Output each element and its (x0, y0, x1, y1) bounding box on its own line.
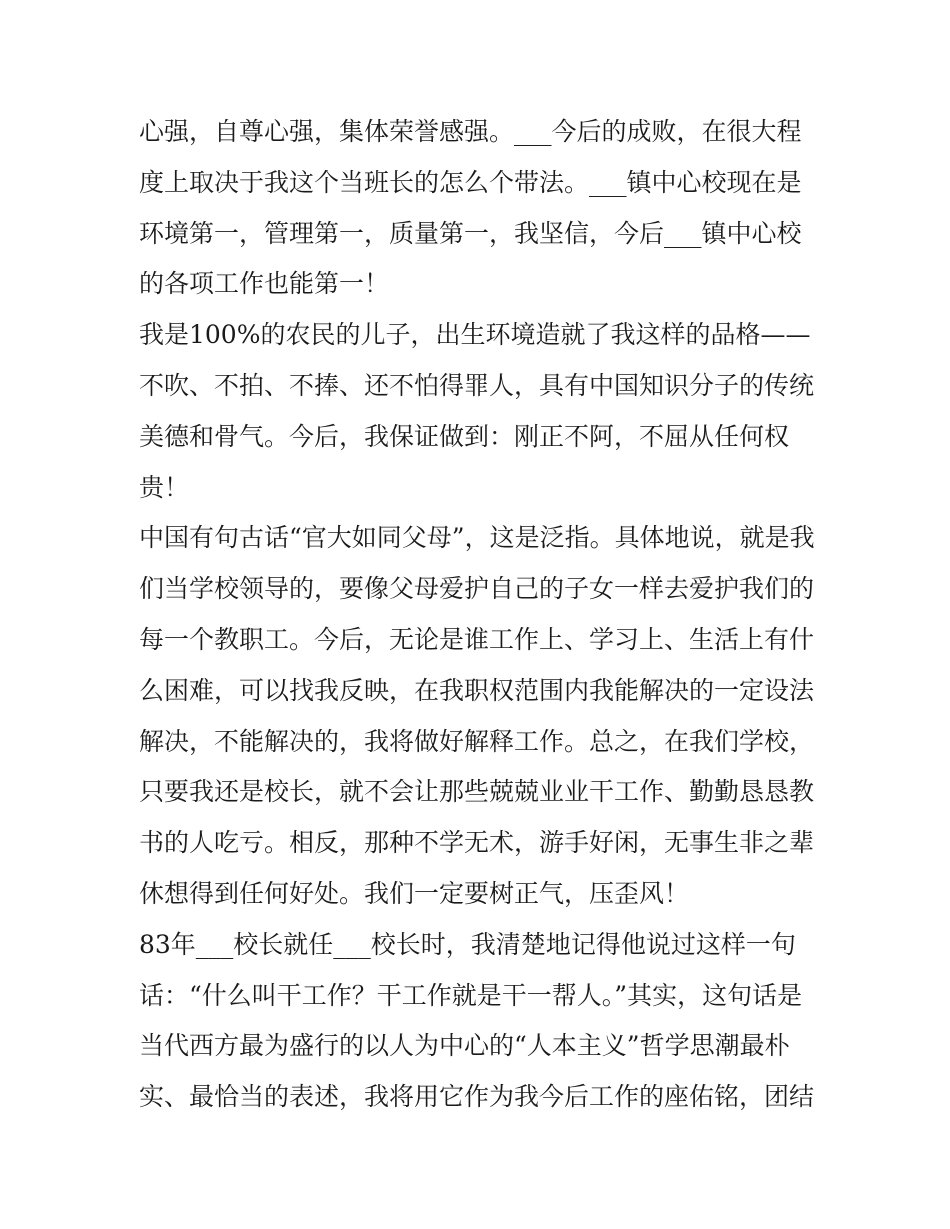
text-line: 书的人吃亏。相反，那种不学无术，游手好闲，无事生非之辈 (139, 828, 815, 858)
text-line: 每一个教职工。今后，无论是谁工作上、学习上、生活上有什 (139, 624, 815, 654)
text-line: 休想得到任何好处。我们一定要树正气，压歪风！ (139, 878, 690, 908)
text-line: 中国有句古话“官大如同父母”，这是泛指。具体地说，就是我 (139, 523, 815, 553)
text-line: 心强，自尊心强，集体荣誉感强。___今后的成败，在很大程 (139, 117, 802, 146)
text-line: 实、最恰当的表述，我将用它作为我今后工作的座佑铭，团结 (139, 1082, 815, 1112)
text-line: 环境第一，管理第一，质量第一，我坚信，今后___镇中心校 (139, 218, 802, 248)
text-line: 美德和骨气。今后，我保证做到：刚正不阿，不屈从任何权 (139, 421, 790, 451)
text-line: 度上取决于我这个当班长的怎么个带法。___镇中心校现在是 (139, 167, 802, 197)
text-line: 不吹、不拍、不捧、还不怕得罪人，具有中国知识分子的传统 (139, 370, 815, 400)
text-line: 83年___校长就任___校长时，我清楚地记得他说过这样一句 (139, 929, 796, 959)
text-line: 的各项工作也能第一！ (139, 269, 390, 299)
text-line: 当代西方最为盛行的以人为中心的“人本主义”哲学思潮最朴 (139, 1031, 790, 1061)
text-line: 话：“什么叫干工作？干工作就是干一帮人。”其实，这句话是 (139, 980, 803, 1010)
text-line: 么困难，可以找我反映，在我职权范围内我能解决的一定设法 (139, 675, 815, 705)
body-text (139, 107, 819, 1123)
text-line: 我是100%的农民的儿子，出生环境造就了我这样的品格—— (139, 320, 811, 350)
text-line: 贵！ (139, 472, 190, 502)
text-line: 只要我还是校长，就不会让那些兢兢业业干工作、勤勤恳恳教 (139, 777, 815, 807)
text-line: 解决，不能解决的，我将做好解释工作。总之，在我们学校， (139, 726, 815, 756)
text-line: 们当学校领导的，要像父母爱护自己的子女一样去爱护我们的 (139, 574, 815, 604)
